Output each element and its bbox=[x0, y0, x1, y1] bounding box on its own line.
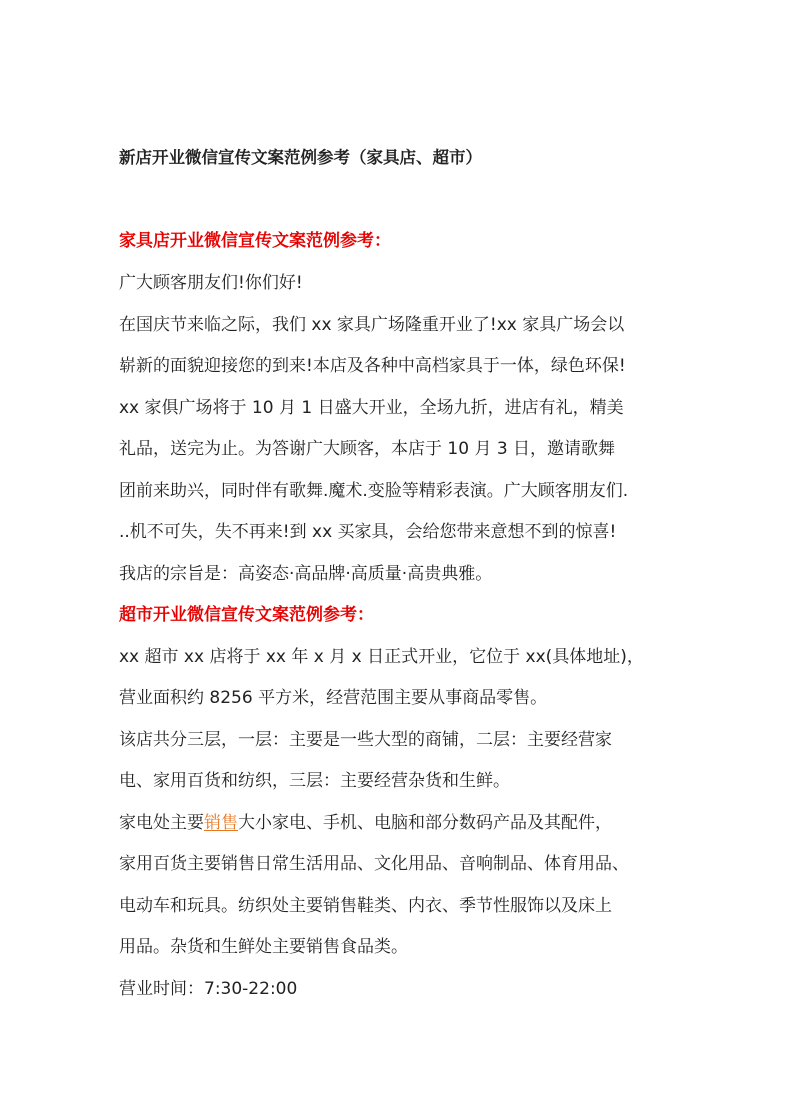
paragraph-line: 广大顾客朋友们!你们好! bbox=[119, 273, 303, 293]
paragraph-line: 团前来助兴，同时伴有歌舞.魔术.变脸等精彩表演。广大顾客朋友们. bbox=[119, 481, 629, 501]
paragraph-line: xx 家俱广场将于 10 月 1 日盛大开业，全场九折，进店有礼，精美 bbox=[119, 398, 624, 418]
paragraph-line: 该店共分三层，一层：主要是一些大型的商铺，二层：主要经营家 bbox=[119, 730, 612, 750]
link-line-suffix: 大小家电、手机、电脑和部分数码产品及其配件， bbox=[238, 813, 612, 833]
paragraph-line: 在国庆节来临之际，我们 xx 家具广场隆重开业了!xx 家具广场会以 bbox=[119, 315, 625, 335]
paragraph-line: 电、家用百货和纺织，三层：主要经营杂货和生鲜。 bbox=[119, 771, 510, 791]
business-hours-line: 营业时间：7:30-22:00 bbox=[119, 979, 298, 999]
paragraph-line: 电动车和玩具。纺织处主要销售鞋类、内衣、季节性服饰以及床上 bbox=[119, 896, 612, 916]
paragraph-line: 我店的宗旨是：高姿态·高品牌·高质量·高贵典雅。 bbox=[119, 564, 493, 584]
document-title: 新店开业微信宣传文案范例参考（家具店、超市） bbox=[119, 148, 482, 167]
paragraph-line-with-link bbox=[119, 811, 679, 835]
paragraph-line: 用品。杂货和生鲜处主要销售食品类。 bbox=[119, 937, 408, 957]
paragraph-line: ..机不可失，失不再来!到 xx 买家具，会给您带来意想不到的惊喜! bbox=[119, 522, 617, 542]
sales-link[interactable]: 销售 bbox=[204, 813, 238, 833]
paragraph-line: 营业面积约 8256 平方米，经营范围主要从事商品零售。 bbox=[119, 688, 548, 708]
paragraph-line: 崭新的面貌迎接您的到来!本店及各种中高档家具于一体，绿色环保! bbox=[119, 356, 626, 376]
paragraph-line: xx 超市 xx 店将于 xx 年 x 月 x 日正式开业，它位于 xx(具体地址)， bbox=[119, 647, 644, 667]
link-line-prefix: 家电处主要 bbox=[119, 813, 204, 833]
section-heading-furniture: 家具店开业微信宣传文案范例参考： bbox=[119, 231, 391, 251]
paragraph-line: 礼品，送完为止。为答谢广大顾客，本店于 10 月 3 日，邀请歌舞 bbox=[119, 439, 616, 459]
paragraph-line: 家用百货主要销售日常生活用品、文化用品、音响制品、体育用品、 bbox=[119, 854, 629, 874]
section-heading-supermarket: 超市开业微信宣传文案范例参考： bbox=[119, 605, 374, 625]
